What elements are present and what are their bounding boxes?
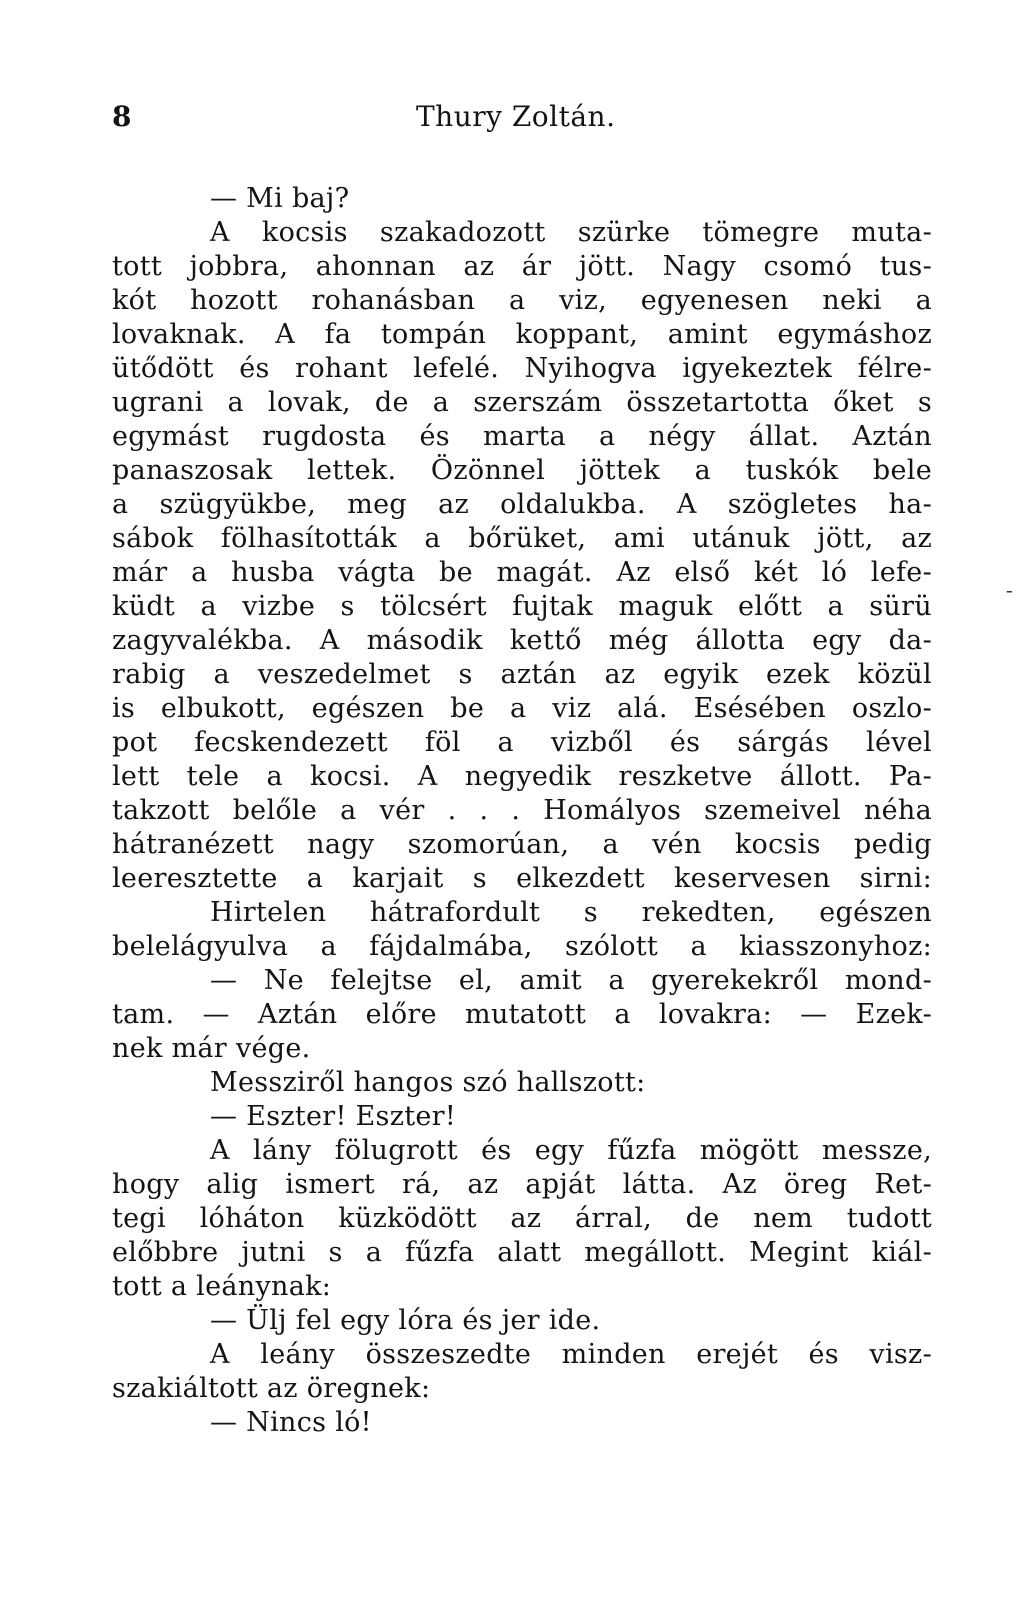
text-line: tegi lóháton küzködött az árral, de nem tudott <box>112 1203 932 1234</box>
margin-mark: - <box>1006 578 1013 602</box>
text-line: egymást rugdosta és marta a négy állat. Aztán <box>112 421 932 452</box>
text-line: szakiáltott az öregnek: <box>112 1373 431 1404</box>
text-line: — Ülj fel egy lóra és jer ide. <box>210 1305 601 1336</box>
page-number: 8 <box>112 100 132 133</box>
text-line: leeresztette a karjait s elkezdett keservesen sirni: <box>112 863 932 894</box>
text-line: tott a leánynak: <box>112 1271 332 1302</box>
text-line: küdt a vizbe s tölcsért fujtak maguk előtt a sürü <box>112 591 932 622</box>
text-line: A leány összeszedte minden erejét és visz- <box>210 1339 932 1370</box>
body-text <box>112 182 932 1440</box>
text-line: — Ne felejtse el, amit a gyerekekről mond- <box>210 965 932 996</box>
text-line: sábok fölhasították a bőrüket, ami utánuk jött, az <box>112 523 932 554</box>
text-line: zagyvalékba. A második kettő még állotta egy da- <box>112 625 932 656</box>
text-line: A lány fölugrott és egy fűzfa mögött messze, <box>210 1135 932 1166</box>
text-line: Messziről hangos szó hallszott: <box>210 1067 646 1098</box>
text-line: kót hozott rohanásban a viz, egyenesen neki a <box>112 285 932 316</box>
text-line: már a husba vágta be magát. Az első két ló lefe- <box>112 557 932 588</box>
text-line: lovaknak. A fa tompán koppant, amint egymáshoz <box>112 319 932 350</box>
text-line: ütődött és rohant lefelé. Nyihogva igyekeztek félre- <box>112 353 932 384</box>
text-line: ugrani a lovak, de a szerszám összetartotta őket s <box>112 387 932 418</box>
text-line: a szügyükbe, meg az oldalukba. A szögletes ha- <box>112 489 932 520</box>
text-line: rabig a veszedelmet s aztán az egyik ezek közül <box>112 659 932 690</box>
text-line: tam. — Aztán előre mutatott a lovakra: — Ezek- <box>112 999 932 1030</box>
text-line: hátranézett nagy szomorúan, a vén kocsis pedig <box>112 829 932 860</box>
running-head <box>112 100 932 140</box>
text-line: Hirtelen hátrafordult s rekedten, egészen <box>210 897 932 928</box>
text-line: is elbukott, egészen be a viz alá. Esésében oszlo- <box>112 693 932 724</box>
text-line: előbbre jutni s a fűzfa alatt megállott. Megint kiál- <box>112 1237 932 1268</box>
text-line: tott jobbra, ahonnan az ár jött. Nagy csomó tus- <box>112 251 932 282</box>
text-line: A kocsis szakadozott szürke tömegre muta- <box>210 217 932 248</box>
running-head-title: Thury Zoltán. <box>416 100 616 133</box>
text-line: takzott belőle a vér . . . Homályos szemeivel néha <box>112 795 932 826</box>
text-line: nek már vége. <box>112 1033 311 1064</box>
text-line: panaszosak lettek. Özönnel jöttek a tuskók bele <box>112 455 932 486</box>
text-line: — Mi baj? <box>210 183 350 214</box>
text-line: — Nincs ló! <box>210 1407 372 1438</box>
text-line: hogy alig ismert rá, az apját látta. Az öreg Ret- <box>112 1169 932 1200</box>
text-line: belelágyulva a fájdalmába, szólott a kiasszonyhoz: <box>112 931 932 962</box>
text-line: — Eszter! Eszter! <box>210 1101 457 1132</box>
text-line: pot fecskendezett föl a vizből és sárgás lével <box>112 727 932 758</box>
text-line: lett tele a kocsi. A negyedik reszketve állott. Pa- <box>112 761 932 792</box>
